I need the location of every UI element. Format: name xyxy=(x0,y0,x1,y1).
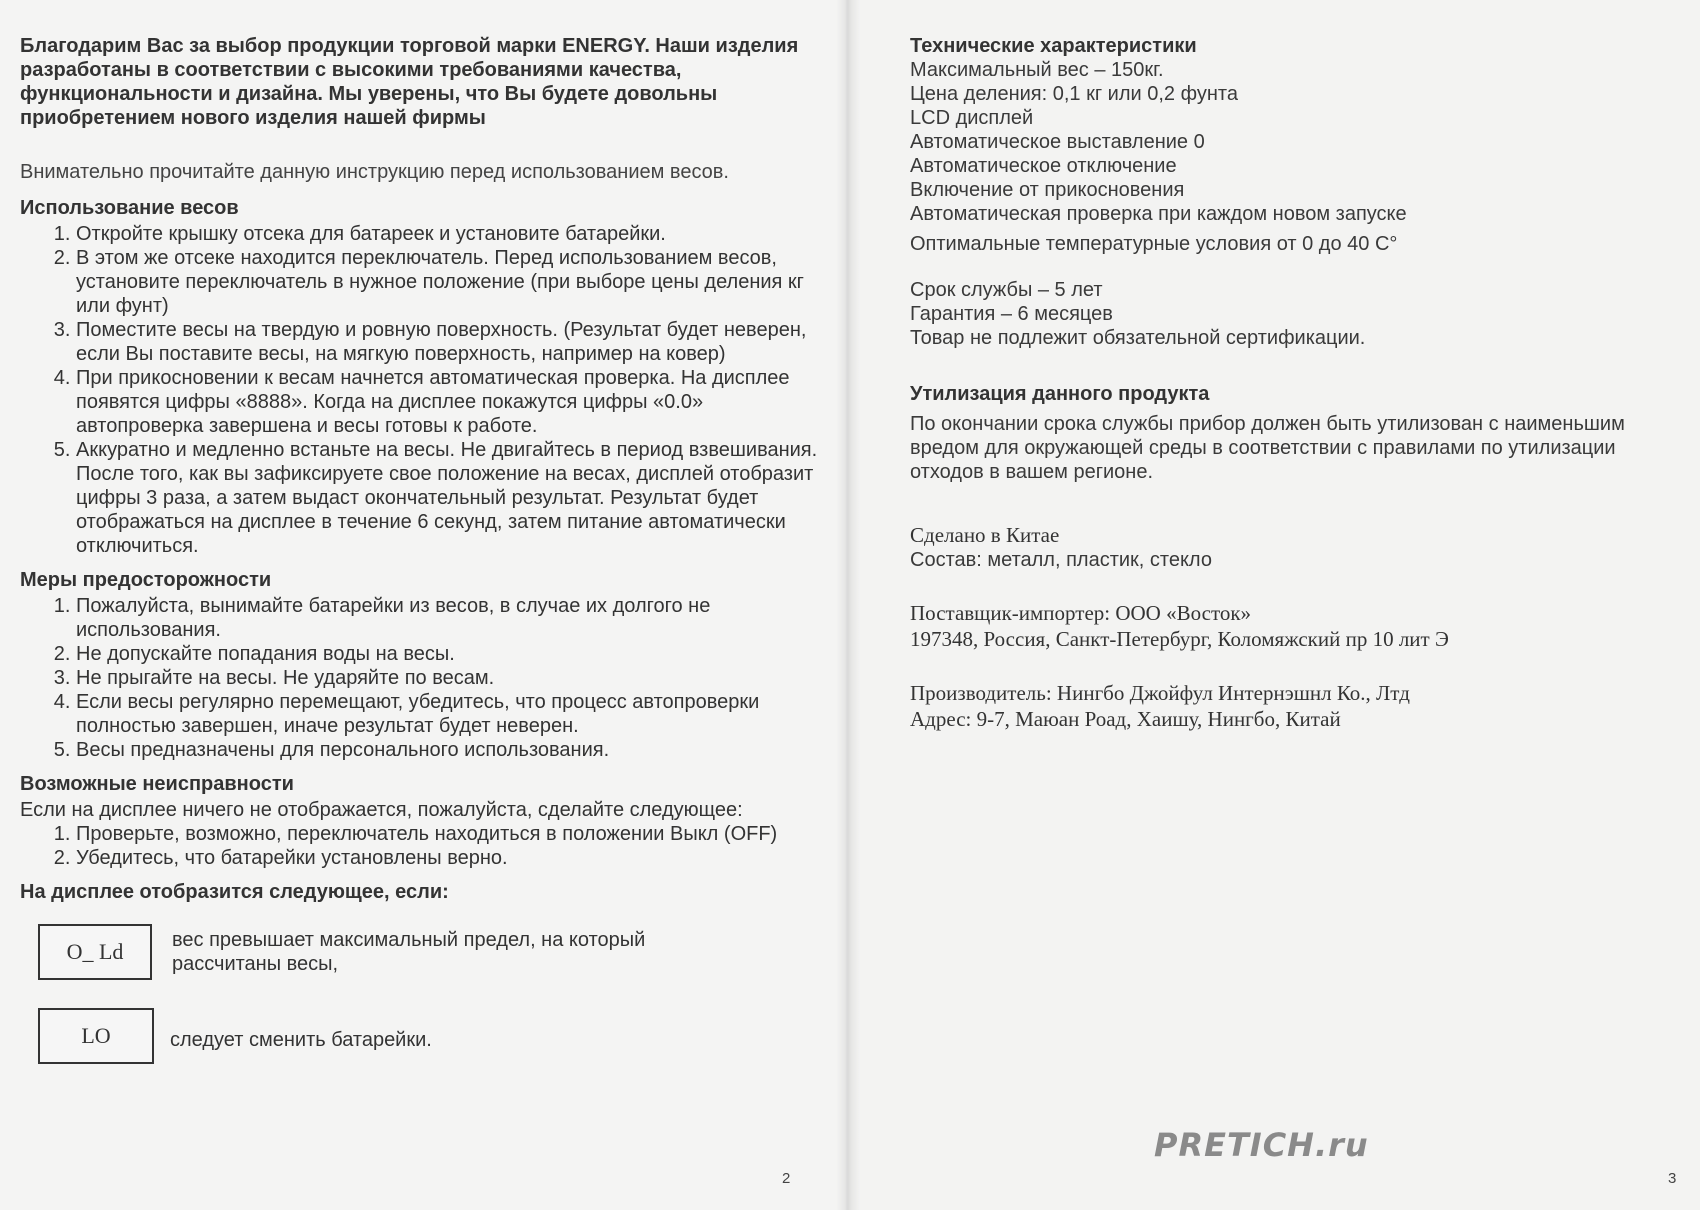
list-item: 3. Не прыгайте на весы. Не ударяйте по весам. xyxy=(76,666,826,690)
specs-title: Технические характеристики xyxy=(910,35,1197,57)
spec-line: Автоматическая проверка при каждом новом запуске xyxy=(910,203,1407,225)
faults-text: Если на дисплее ничего не отображается, пожалуйста, сделайте следующее: xyxy=(20,799,743,821)
list-item: 2. В этом же отсеке находится переключатель. Перед использованием весов, установите переключатель в нужное положение (при выборе цены деления кг или фунт) xyxy=(76,246,826,318)
origin-line: Сделано в Китае xyxy=(910,523,1060,547)
spec-line: Автоматическое отключение xyxy=(910,155,1177,177)
spec-line: Цена деления: 0,1 кг или 0,2 фунта xyxy=(910,83,1238,105)
list-item: 2. Не допускайте попадания воды на весы. xyxy=(76,642,826,666)
list-item: 1. Откройте крышку отсека для батареек и установите батарейки. xyxy=(76,222,826,246)
service-life: Срок службы – 5 лет xyxy=(910,279,1103,301)
intro-text: Благодарим Вас за выбор продукции торговой марки ENERGY. Наши изделия разработаны в соответствии с высокими требованиями качества, функциональности и дизайна. Мы уверены, что Вы будете довольны приобретением нового изделия нашей фирмы xyxy=(20,35,799,129)
spec-line: Автоматическое выставление 0 xyxy=(910,131,1205,153)
watermark: PRETICH.ru xyxy=(1154,1126,1369,1164)
manufacturer-block xyxy=(910,680,1670,732)
list-item: 3. Поместите весы на твердую и ровную поверхность. (Результат будет неверен, если Вы поставите весы, на мягкую поверхность, например на ковер) xyxy=(76,318,826,366)
display-section xyxy=(20,878,826,1064)
lcd-code-box: LO xyxy=(38,1008,154,1064)
supplier-line: Поставщик-импортер: ООО «Восток» xyxy=(910,601,1252,625)
display-row-overload xyxy=(20,924,826,980)
usage-section xyxy=(20,194,826,558)
precautions-title: Меры предосторожности xyxy=(20,569,272,591)
list-item: 5. Весы предназначены для персонального использования. xyxy=(76,738,826,762)
specs-section xyxy=(910,34,1670,350)
disposal-text: По окончании срока службы прибор должен быть утилизован с наименьшим вредом для окружающей среды в соответствии с правилами по утилизации отходов в вашем регионе. xyxy=(910,413,1625,483)
display-row-low-battery xyxy=(20,1008,826,1064)
usage-list xyxy=(20,222,826,558)
warranty: Гарантия – 6 месяцев xyxy=(910,303,1113,325)
spec-line: LCD дисплей xyxy=(910,107,1034,129)
list-item: 1. Проверьте, возможно, переключатель находиться в положении Выкл (OFF) xyxy=(76,822,826,846)
composition-line: Состав: металл, пластик, стекло xyxy=(910,549,1212,571)
precautions-list xyxy=(20,594,826,762)
page-fold xyxy=(836,0,860,1210)
list-item: 5. Аккуратно и медленно встаньте на весы. Не двигайтесь в период взвешивания. После того, как вы зафиксируете свое положение на весах, дисплей отобразит цифры 3 раза, а затем выдаст окончательный результат. Результат будет отображаться на дисплее в течение 6 секунд, затем питание автоматически отключиться. xyxy=(76,438,826,558)
spec-line: Оптимальные температурные условия от 0 до 40 С° xyxy=(910,233,1398,255)
page-number: 2 xyxy=(782,1170,791,1187)
origin-block xyxy=(910,522,1670,572)
disposal-title: Утилизация данного продукта xyxy=(910,383,1210,405)
manufacturer-line: Производитель: Нингбо Джойфул Интернэшнл Ко., Лтд xyxy=(910,681,1410,705)
display-description: следует сменить батарейки. xyxy=(170,1029,432,1051)
list-item: 2. Убедитесь, что батарейки установлены верно. xyxy=(76,846,826,870)
list-item: 4. Если весы регулярно перемещают, убедитесь, что процесс автопроверки полностью завершен, иначе результат будет неверен. xyxy=(76,690,826,738)
faults-list xyxy=(20,822,826,870)
left-page xyxy=(0,0,846,1210)
right-page xyxy=(848,0,1700,1210)
list-item: 1. Пожалуйста, вынимайте батарейки из весов, в случае их долгого не использования. xyxy=(76,594,826,642)
certification-note: Товар не подлежит обязательной сертификации. xyxy=(910,327,1366,349)
read-instructions-note: Внимательно прочитайте данную инструкцию перед использованием весов. xyxy=(20,161,729,183)
disposal-section xyxy=(910,382,1670,484)
list-item: 4. При прикосновении к весам начнется автоматическая проверка. На дисплее появятся цифры «8888». Когда на дисплее покажутся цифры «0.0» автопроверка завершена и весы готовы к работе. xyxy=(76,366,826,438)
supplier-block xyxy=(910,600,1670,652)
precautions-section xyxy=(20,566,826,762)
display-title: На дисплее отобразится следующее, если: xyxy=(20,881,449,903)
spec-line: Максимальный вес – 150кг. xyxy=(910,59,1164,81)
usage-title: Использование весов xyxy=(20,197,239,219)
supplier-address: 197348, Россия, Санкт-Петербург, Коломяжский пр 10 лит Э xyxy=(910,627,1449,651)
page-number: 3 xyxy=(1668,1170,1677,1187)
spec-line: Включение от прикосновения xyxy=(910,179,1185,201)
display-description: вес превышает максимальный предел, на который рассчитаны весы, xyxy=(172,929,646,975)
manufacturer-address: Адрес: 9-7, Маюан Роад, Хаишу, Нингбо, Китай xyxy=(910,707,1341,731)
lcd-code-box: O_ Ld xyxy=(38,924,152,980)
faults-title: Возможные неисправности xyxy=(20,773,294,795)
faults-section xyxy=(20,770,826,870)
